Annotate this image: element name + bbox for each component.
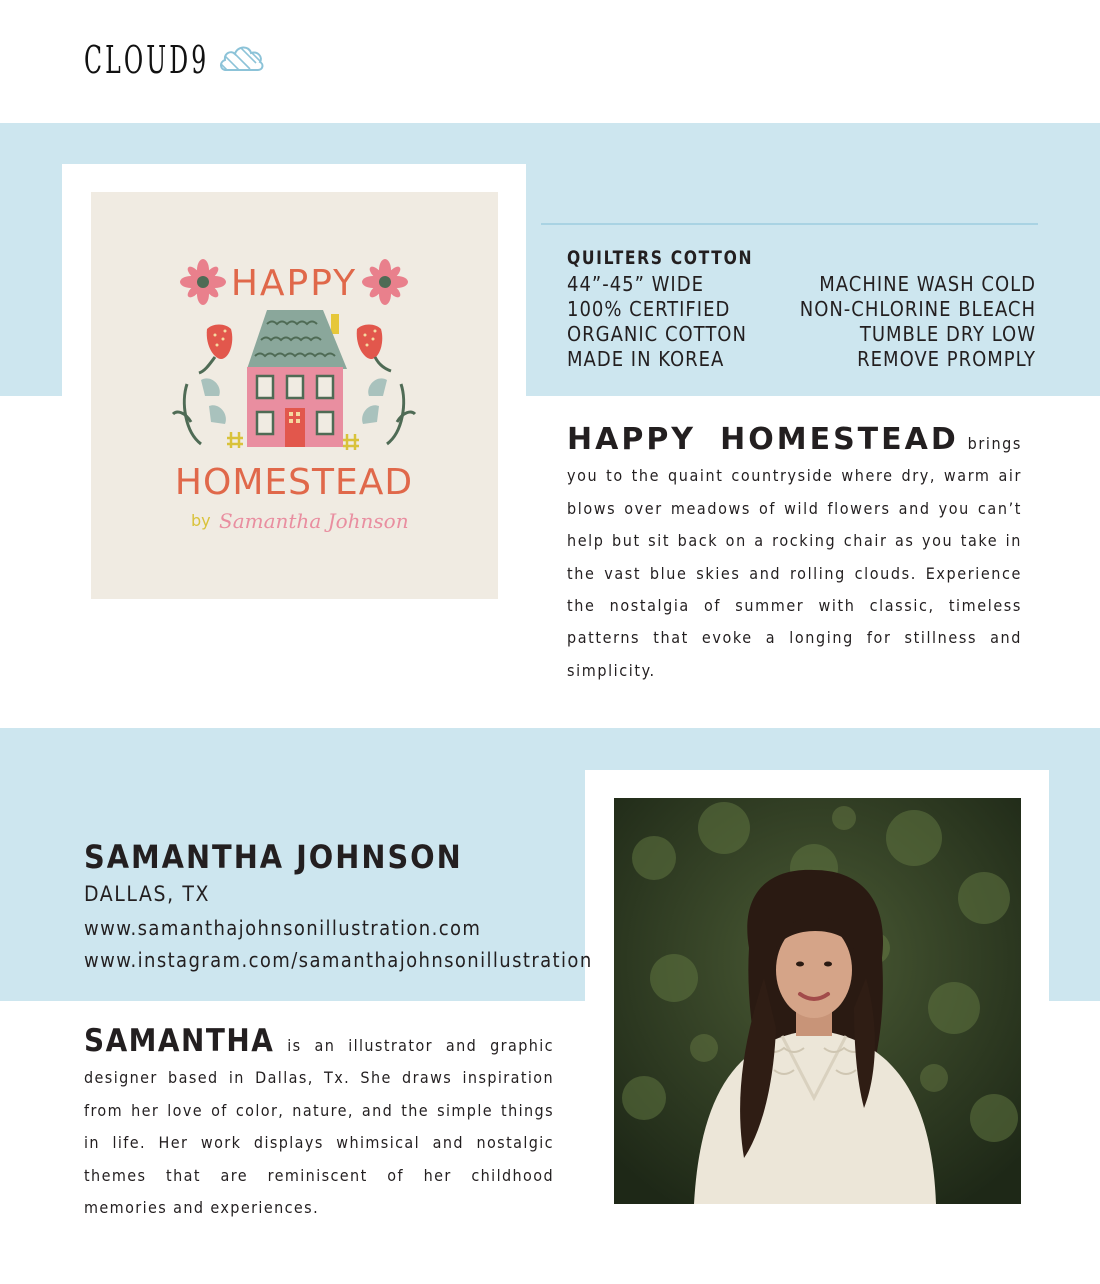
- spec-care-item: NON-CHLORINE BLEACH: [799, 297, 1036, 321]
- spec-fabric-item: 100% CERTIFIED: [567, 297, 731, 321]
- spec-fabric-item: MADE IN KOREA: [567, 347, 725, 371]
- house-icon: [247, 310, 347, 447]
- spec-care-item: MACHINE WASH COLD: [819, 272, 1036, 296]
- spec-fabric-item: ORGANIC COTTON: [567, 322, 747, 346]
- strawberry-icon: [199, 325, 232, 374]
- designer-bio: [84, 1025, 554, 1224]
- bellflower-icon: [173, 378, 226, 444]
- collection-title: HAPPY HOMESTEAD: [567, 422, 959, 457]
- spec-fabric-item: 44”-45” WIDE: [567, 272, 704, 296]
- pink-flower-icon: [362, 259, 408, 305]
- logo-byline-prefix: by: [191, 511, 211, 530]
- logo-title-homestead: HOMESTEAD: [174, 462, 414, 503]
- spec-title: QUILTERS COTTON: [567, 247, 754, 269]
- cloud-icon: [218, 42, 264, 72]
- pink-flower-icon: [180, 259, 226, 305]
- spec-care-list: [776, 272, 1036, 372]
- collection-body: brings you to the quaint countryside where dry, warm air blows over meadows of wild flowers and you can’t help but sit back on a rocking chair as you take in the vast blue skies and rolling clouds. Experience the nostalgia of summer with classic, timeless patterns that evoke a longing for stillness and simplicity.: [567, 434, 1023, 680]
- designer-photo: [614, 798, 1021, 1204]
- spec-care-item: TUMBLE DRY LOW: [859, 322, 1036, 346]
- brand-logo: [84, 38, 286, 82]
- designer-website-link[interactable]: www.samanthajohnsonillustration.com: [84, 916, 482, 940]
- spec-care-item: REMOVE PROMPLY: [857, 347, 1036, 371]
- collection-logo-artwork: [91, 192, 498, 599]
- logo-title-happy: HAPPY: [230, 263, 358, 304]
- designer-bio-title: SAMANTHA: [84, 1023, 275, 1059]
- designer-name: SAMANTHA JOHNSON: [84, 838, 463, 876]
- designer-instagram-link[interactable]: www.instagram.com/samanthajohnsonillustration: [84, 948, 593, 972]
- strawberry-icon: [357, 325, 391, 372]
- spec-divider: [541, 223, 1038, 225]
- logo-byline-name: Samantha Johnson: [219, 509, 409, 533]
- designer-location: DALLAS, TX: [84, 882, 211, 906]
- designer-bio-body: is an illustrator and graphic designer based in Dallas, Tx. She draws inspiration from her love of color, nature, and the simple things in life. Her work displays whimsical and nostalgic themes that are reminiscent of her childhood memories and experiences.: [84, 1036, 554, 1218]
- bellflower-icon: [362, 378, 415, 444]
- brand-name: CLOUD9: [84, 38, 210, 82]
- spec-fabric-list: [567, 272, 797, 372]
- collection-description: [567, 424, 1022, 687]
